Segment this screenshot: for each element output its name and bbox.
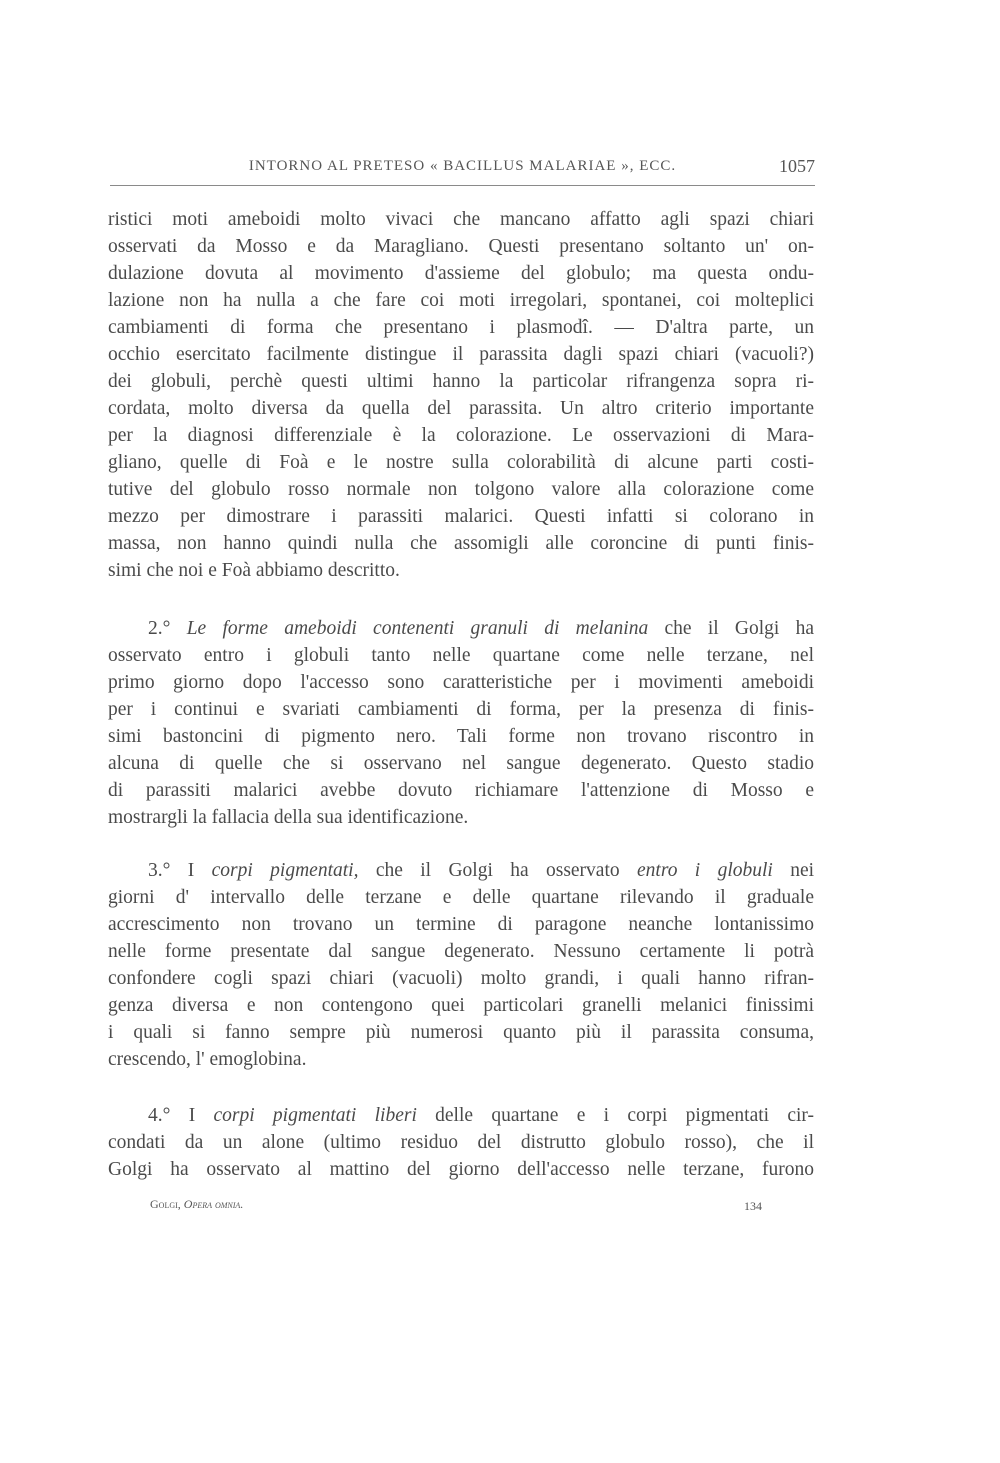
line-text: che il Golgi ha osservato: [375, 860, 620, 881]
page-number: 1057: [779, 156, 815, 176]
header-rule: [110, 185, 815, 186]
text-line: alcuna di quelle che si osservano nel sangue degenerato. Questo stadio: [108, 753, 814, 774]
line-text: che il Golgi ha: [664, 618, 814, 639]
text-line: per la diagnosi differenziale è la colorazione. Le osservazioni di Mara-: [108, 425, 814, 446]
text-line: dei globuli, perchè questi ultimi hanno la particolar rifrangenza sopra ri-: [108, 371, 814, 392]
text-line: confondere cogli spazi chiari (vacuoli) molto grandi, i quali hanno rifran-: [108, 968, 814, 989]
line-text: I: [188, 1105, 196, 1126]
text-line: simi bastoncini di pigmento nero. Tali forme non trovano riscontro in: [108, 726, 814, 747]
text-line: cordata, molto diversa da quella del parassita. Un altro criterio importante: [108, 398, 814, 419]
text-line: i quali si fanno sempre più numerosi quanto più il parassita consuma,: [108, 1022, 814, 1043]
text-line: dulazione dovuta al movimento d'assieme del globulo; ma questa ondu-: [108, 263, 814, 284]
text-line-first: [108, 1102, 814, 1129]
paragraph-1: [108, 206, 814, 584]
text-line-first: [108, 615, 814, 642]
running-title: INTORNO AL PRETESO « BACILLUS MALARIAE », ECC.: [248, 158, 677, 174]
italic-phrase: corpi pigmentati,: [211, 860, 359, 881]
text-line: crescendo, l' emoglobina.: [108, 1049, 307, 1070]
paragraph-3: [108, 857, 814, 1073]
signature-number: 134: [744, 1199, 762, 1213]
italic-phrase: entro i globuli: [637, 860, 773, 881]
text-line: osservato entro i globuli tanto nelle quartane come nelle terzane, nel: [108, 645, 814, 666]
text-line: osservati da Mosso e da Maragliano. Questi presentano soltanto un' on-: [108, 236, 814, 257]
text-line: mostrargli la fallacia della sua identificazione.: [108, 807, 469, 828]
line-text: I: [187, 860, 195, 881]
text-line: genza diversa e non contengono quei particolari granelli melanici finissimi: [108, 995, 814, 1016]
text-line: nelle forme presentate dal sangue degenerato. Nessuno certamente li potrà: [108, 941, 814, 962]
text-line: lazione non ha nulla a che fare coi moti irregolari, spontanei, coi molteplici: [108, 290, 814, 311]
line-text: nei: [790, 860, 814, 881]
footer-work: Opera omnia.: [183, 1197, 244, 1211]
item-number: 4.°: [148, 1105, 171, 1126]
italic-phrase: Le forme ameboidi contenenti granuli di melanina: [186, 618, 649, 639]
text-line: ristici moti ameboidi molto vivaci che mancano affatto agli spazi chiari: [108, 209, 814, 230]
paragraph-2: [108, 615, 814, 831]
text-line: giorni d' intervallo delle terzane e delle quartane rilevando il graduale: [108, 887, 814, 908]
text-line: gliano, quelle di Foà e le nostre sulla colorabilità di alcune parti costi-: [108, 452, 814, 473]
line-text: delle quartane e i corpi pigmentati cir-: [435, 1105, 814, 1126]
page-footer: [150, 1197, 762, 1217]
paragraph-4: [108, 1102, 814, 1183]
text-line: cambiamenti di forma che presentano i plasmodî. — D'altra parte, un: [108, 317, 814, 338]
item-number: 2.°: [148, 618, 171, 639]
text-line: simi che noi e Foà abbiamo descritto.: [108, 560, 400, 581]
text-line: tutive del globulo rosso normale non tolgono valore alla colorazione come: [108, 479, 814, 500]
footer-author: Golgi,: [150, 1197, 181, 1211]
text-line: per i continui e svariati cambiamenti di forma, per la presenza di finis-: [108, 699, 814, 720]
text-line: massa, non hanno quindi nulla che assomigli alle coroncine di punti finis-: [108, 533, 814, 554]
text-line: condati da un alone (ultimo residuo del distrutto globulo rosso), che il: [108, 1132, 814, 1153]
text-line: di parassiti malarici avebbe dovuto richiamare l'attenzione di Mosso e: [108, 780, 814, 801]
text-line-first: [108, 857, 814, 884]
text-line: occhio esercitato facilmente distingue il parassita dagli spazi chiari (vacuoli?): [108, 344, 814, 365]
running-head: [110, 156, 815, 186]
italic-phrase: corpi pigmentati liberi: [213, 1105, 417, 1126]
item-number: 3.°: [148, 860, 171, 881]
text-line: mezzo per dimostrare i parassiti malarici. Questi infatti si colorano in: [108, 506, 814, 527]
text-line: Golgi ha osservato al mattino del giorno dell'accesso nelle terzane, furono: [108, 1159, 814, 1180]
signature-mark: [150, 1197, 243, 1212]
text-line: primo giorno dopo l'accesso sono caratteristiche per i movimenti ameboidi: [108, 672, 814, 693]
text-line: accrescimento non trovano un termine di paragone neanche lontanissimo: [108, 914, 814, 935]
